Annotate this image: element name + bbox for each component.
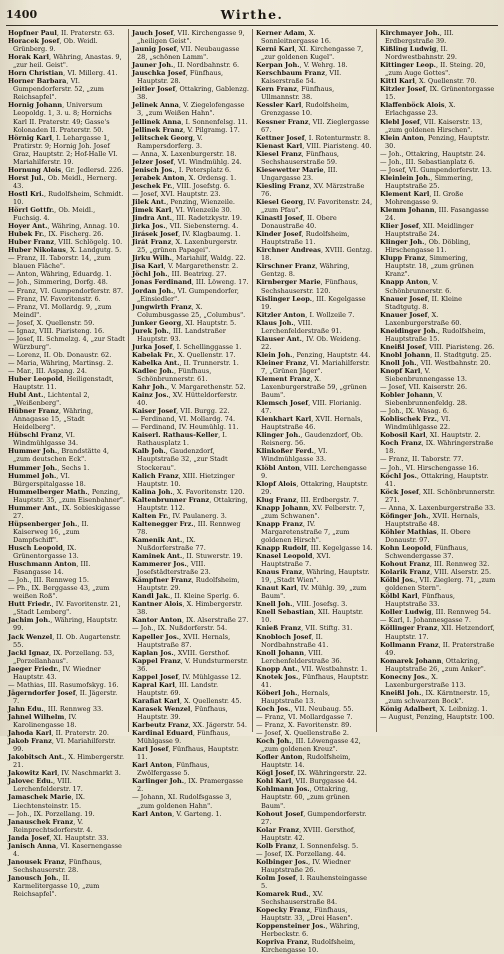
directory-entry: Jachim Joh., Währing, Hauptstr. 99. [8, 616, 118, 633]
directory-entry: Kinastl Josef, II. Obere Donaustraße 40. [256, 214, 337, 231]
directory-entry: Jilek Ant., Penzing, Wienzeile. [132, 197, 235, 206]
directory-entry: Klinkoßer Ferd., VI. Windmühlgasse 33. [256, 447, 328, 464]
directory-entry: Horn Christian, VI. Millerg. 41. [8, 69, 118, 78]
directory-entry: Kabelka Ant., II. Trunnerstr. 1. [132, 358, 239, 367]
directory-entry: Horner Barbara, VI. Gumpendorferstr. 52, „zum Reichsapfel". [8, 77, 104, 102]
directory-entry: — August, Penzing, Hauptstr. 100. [380, 712, 495, 721]
directory-entry: Huber Franz, VIII. Schlögelg. 10. [8, 238, 123, 247]
directory-entry: Kantner Alois, X. Himbergerstr. 38. [132, 600, 243, 617]
directory-entry: Horak Karl, Währing, Anastas. 9, „zur heil. Geist". [8, 53, 122, 70]
directory-entry: Kneidinger Joh., Rudolfsheim, Hauptstraße 15. [380, 326, 486, 343]
column-2 [128, 29, 252, 818]
directory-entry: Hoyer Ant., Währing, Annag. 10. [8, 222, 120, 231]
directory-entry: Kalich Franz, XIII. Hietzinger Hauptstr. 10. [132, 471, 235, 488]
directory-entry: Jahoda Karl, II. Praterstr. 20. [8, 729, 109, 738]
directory-entry: Knasel Leopold, XVI. Hauptstraße 7. [256, 552, 331, 569]
directory-entry: — Ferdinand, IV. Heumühlg. 11. [132, 423, 239, 432]
directory-entry: Kardinal Eduard, Fünfhaus, Mühlgasse 9. [132, 729, 231, 746]
directory-entry: Kittl Karl, X. Quellenstr. 70. [380, 77, 477, 86]
directory-entry: Janauschek Franz, V. Reinprechtsdorferstr. 4. [8, 817, 93, 834]
directory-entry: Hostl Kri., Rudolfsheim, Schmidt. 10. [8, 189, 124, 206]
directory-entry: Jurka Josef, I. Schellinggasse 1. [132, 342, 242, 351]
column-1 [6, 29, 128, 899]
directory-entry: Kandl Jak., II. Kleine Sperlg. 6. [132, 592, 240, 601]
directory-entry: Karbeutz Franz, XX. Jägerstr. 54. [132, 721, 247, 730]
directory-entry: Knapp Johann, XV. Felberstr. 7, „zum Schwanen". [256, 503, 365, 520]
directory-entry: Klement Karl, II. Große Mohrengasse 9. [380, 189, 464, 206]
directory-entry: — Franz, VI. Mollardgasse 7. [256, 712, 353, 721]
directory-entry: Hutt Friedr., IV. Favoritenstr. 21, „Stadt Lemberg". [8, 600, 121, 617]
directory-entry: Hubek Fr., IX. Fischerg. 26. [8, 230, 104, 239]
directory-entry: — Ferdinand, VI. Mollardg. 74. [132, 415, 236, 424]
directory-entry: Klaus Joh., VIII. Lerchenfelderstraße 91. [256, 318, 342, 335]
directory-entry: Horst Jul., Ob. Meidl., Hernerg. 43. [8, 173, 117, 190]
directory-entry: — Joh., Simmering, Dorfg. 48. [8, 278, 108, 287]
directory-entry: Jirku Wilh., Mariahilf, Waldg. 22. [132, 254, 246, 263]
directory-entry: Kofler Anton, Rudolfsheim, Hauptstr. 14. [256, 753, 351, 770]
directory-entry: — Karl, I. Johannesgasse 7. [380, 616, 471, 625]
directory-entry: Klauser Ant., IV. Ob. Weideng. 22. [256, 334, 361, 351]
directory-entry: Klug Franz, III. Erdbergstr. 7. [256, 495, 359, 504]
directory-entry: Knopf Karl, V. Siebenbrunnengasse 13. [380, 366, 467, 384]
directory-entry: Hopfner Paul, II. Praterstr. 63. [8, 29, 115, 37]
directory-entry: Jägerndorfer Josef, II. Jägerstr. 7. [8, 688, 118, 705]
directory-entry: — Joh., IX. Nußdorferstr. 54. [132, 624, 228, 633]
directory-entry: Hüpsenberger Joh., II. Kaiserweg 16, „zum Dampfschiff". [8, 519, 89, 544]
directory-entry: Kiesling Franz, XV. Märzstraße 76. [256, 181, 365, 198]
directory-entry: Jordan Joh., VI. Gumpendorfer, „Einsiedler". [132, 286, 239, 303]
directory-entry: Hummelberger Math., Penzing, Hauptstr. 35, „zum Eisenbahner". [8, 487, 126, 504]
directory-entry: Kahr Joh., V. Margarethenstr. 52. [132, 383, 246, 392]
directory-entry: Kaltenbrunner Franz, Ottakring, Hauptstr. 112. [132, 495, 248, 512]
directory-entry: — Joh., III. Sebastianplatz 6. [380, 157, 475, 166]
directory-entry: Jaunig Josef, VII. Neubaugasse 28, „schönen Lamm". [132, 45, 240, 62]
directory-entry: Knobloch Josef, II. Nordbahnstraße 41. [256, 632, 329, 649]
directory-entry: Kölbl Karl, Fünfhaus, Hauptstraße 33. [380, 592, 455, 609]
directory-entry: Kainz Jos., XV. Hütteldorferstr. 40. [132, 391, 238, 408]
directory-entry: Knell Joh., VIII. Josefsg. 3. [256, 600, 348, 609]
directory-entry: Hübner Franz, Währing, Annagasse 15, „Stadt Heidelberg". [8, 407, 94, 432]
directory-entry: Jirát Franz, X. Laxenburgerstr. 25, „grünen Papagei". [132, 238, 238, 255]
directory-entry: — Joh., VI. Hirschengasse 16. [380, 463, 479, 472]
directory-entry: Komarek Rud., XV. Sechshauserstraße 84. [256, 890, 338, 907]
directory-entry: Klebl Josef, VII. Kaiserstr. 13, „zum goldenen Hirschen". [380, 117, 483, 134]
directory-entry: — Josef, X. Quellenstr. 59. [8, 318, 95, 327]
directory-entry: Jakob Franz, VI. Mariahilferstr. 99. [8, 737, 116, 754]
directory-entry: Jakowitz Karl, IV. Naschmarkt 3. [8, 769, 121, 778]
directory-entry: Kitzler Josef, IX. Grünentorgasse 15. [380, 85, 495, 102]
directory-entry: Klopf Alois, Ottakring, Hauptstr. 29. [256, 479, 368, 496]
directory-entry: Kaplan Jos., XVIII. Gersthof. [132, 648, 230, 657]
directory-entry: Knopp Ant., VII. Westbahnstr. 1. [256, 664, 368, 673]
directory-entry: Karl Anton, V. Garteng. 1. [132, 809, 222, 818]
directory-entry: Knauer Josef, X. Laxenburgerstraße 60. [380, 310, 462, 327]
directory-entry: Knaut Karl, IV. Mühlg. 39, „zum Baum". [256, 584, 367, 601]
directory-entry: Knapp Franz, IV. Margaretenstraße 7, „zum goldenen Hirsch". [256, 519, 350, 544]
directory-entry: — Maria, Währing, Martinsg. 2. [8, 358, 114, 367]
directory-entry: Kantor Anton, IX. Alserstraße 27. [132, 616, 249, 625]
directory-entry: — Joh., IX. Wasag. 6. [380, 407, 449, 416]
directory-entry: — Anton, Währing, Eduardg. 1. [8, 270, 112, 279]
directory-entry: — Franz, II. Taborstr. 77. [380, 455, 464, 464]
directory-entry: Jaeger Friedr., IV. Wiedner Hauptstr. 43. [8, 664, 101, 681]
directory-entry: — Josef, VII. Kaiserstr. 26. [380, 383, 468, 392]
directory-entry: — Joh., Ottakring, Hauptstr. 24. [380, 149, 486, 158]
directory-entry: Jamaschek Marie, IX. Liechtensteinstr. 15. [8, 793, 86, 810]
page-header [0, 8, 504, 24]
directory-entry: Jellinek Anna, I. Sonnenfelsg. 11. [132, 117, 248, 126]
directory-entry: Jimek Karl, VI. Wienzeile 30. [132, 206, 232, 215]
directory-entry: Kohout Josef, Gumpendorferstr. 27. [256, 809, 367, 826]
directory-entry: Kienast Karl, VIII. Piaristeng. 40. [256, 141, 372, 150]
column-4 [376, 29, 500, 732]
directory-entry: Klein Joh., Penzing, Hauptstr. 44. [256, 350, 371, 359]
directory-entry: Koller Ludwig, III. Rennweg 54. [380, 608, 491, 617]
directory-entry: Kögl Josef, IX. Währingerstr. 22. [256, 769, 367, 778]
directory-entry: Klöbl Anton, VIII. Lerchengasse 9. [256, 463, 367, 480]
directory-entry: Kapral Karl, III. Landstr. Hauptstr. 69. [132, 680, 219, 697]
directory-entry: Kolm Josef, I. Rauhensteingasse 5. [256, 873, 368, 890]
directory-entry: Jackl Ignaz, IX. Porzellang. 53, „Porzellanhaus". [8, 648, 115, 665]
directory-entry: Jisa Karl, V. Margarethenstr. 2. [132, 262, 239, 271]
directory-entry: — Joh., III. Rennweg 15. [8, 576, 89, 585]
directory-entry: Kinder Josef, Rudolfsheim, Hauptstraße 11. [256, 230, 350, 247]
directory-entry: Huber Leopold, Heiligenstadt, Hauptstr. 11. [8, 375, 114, 392]
directory-entry: Kammerer Jos., VIII. Josefstädterstraße 23. [132, 560, 211, 577]
directory-entry: — Ignaz, VIII. Piaristeng. 16. [8, 326, 105, 335]
directory-entry: Karlinger Joh., IX. Pramergasse 2. [132, 777, 244, 794]
directory-entry: Kleinlein Joh., Simmering, Hauptstraße 25. [380, 173, 474, 190]
directory-entry: Koch Jos., VII. Neubaug. 55. [256, 704, 354, 713]
directory-entry: Jirka Jos., VII. Siebensterng. 4. [132, 222, 239, 231]
directory-entry: Kobler Johann, V. Siebenbrunnenfeldg. 28. [380, 391, 468, 408]
directory-entry: Huber Nikolaus, X. Landgutg. 5. [8, 246, 122, 255]
directory-entry: Kölbl Jos., VII. Zieglerg. 71, „zum goldenen Stern". [380, 576, 496, 593]
directory-entry: Jöchl Joh., III. Beatrixg. 27. [132, 270, 227, 279]
directory-entry: Klinger Joh., Ob. Döbling, Hirschengasse 11. [380, 238, 471, 255]
directory-entry: Kamenik Ant., IX. Nußdorferstraße 77. [132, 535, 206, 552]
directory-entry: Jelitschek Georg, V. Rampersdorferg. 3. [132, 133, 203, 150]
directory-entry: Jellinek Franz, V. Pilgramg. 17. [132, 125, 240, 134]
directory-entry: Junker Georg, XI. Hauptstr. 5. [132, 318, 237, 327]
directory-entry: Kämpfner Franz, Rudolfsheim, Hauptstr. 29. [132, 576, 240, 593]
directory-entry: Kerner Adam, X. Sonnleitnergasse 16. [256, 29, 331, 46]
directory-entry: Hornung Alois, Gr. Jedlersd. 226. [8, 165, 124, 174]
directory-entry: Kirchmayer Joh., III. Erdbergstraße 39. [380, 29, 454, 46]
directory-entry: Koch Franz, IX. Währingerstraße 18. [380, 439, 494, 456]
directory-entry: Kalina Joh., X. Favoritenstr. 120. [132, 487, 245, 496]
directory-entry: Janousch Joh., II. Karmelitergasse 10, „zum Reichsapfel". [8, 873, 100, 899]
directory-entry: Jonas Ferdinand, III. Löweng. 17. [132, 278, 249, 287]
directory-entry: Klier Josef, XII. Meidlinger Hauptstraße 24. [380, 222, 474, 239]
directory-entry: Koblischek Frz., VI. Windmühlgasse 22. [380, 415, 451, 432]
directory-entry: Klein Anton, Penzing, Hauptstr. 30. [380, 133, 490, 150]
directory-entry: Hübschl Franz, VI. Windmühlgasse 34. [8, 431, 79, 448]
directory-entry: Hummer Joh., Sechs 1. [8, 463, 90, 472]
column-3 [252, 29, 376, 954]
directory-entry: Klenkhart Karl, XVII. Hernals, Hauptstraße 46. [256, 415, 363, 432]
directory-entry: — Anna, X. Laxenburgerstraße 33. [380, 503, 496, 512]
directory-entry: Kollmann Franz, II. Praterstraße 49. [380, 640, 495, 657]
directory-entry: — Josef, II. Schmelzg. 4, „zur Stadt Würzburg". [8, 334, 125, 351]
directory-entry: Knotek Jos., Fünfhaus, Hauptstr. 41. [256, 672, 369, 689]
directory-entry: Kapeller Jos., XVII. Hernals, Hauptstraße 87. [132, 632, 231, 649]
directory-entry: Köhler Mathias, II. Obere Donaustr. 97. [380, 527, 471, 544]
directory-entry: Kneißl Joh., IX. Kärntnerstr. 15, „zum schwarzen Bock". [380, 688, 490, 705]
section-title: Wirthe. [220, 7, 284, 22]
directory-entry: Köberl Joh., Hernals, Hauptstraße 13. [256, 688, 330, 705]
directory-entry: Kaminek Ant., II. Stuwerstr. 19. [132, 552, 243, 561]
directory-entry: Klupp Franz, Simmering, Hauptstr. 18, „zum grünen Kranz". [380, 254, 474, 279]
directory-entry: Kaltenegger Frz., III. Rennweg 78. [132, 519, 241, 536]
directory-entry: Hummel Joh., VI. Bürgerspitalgasse 18. [8, 471, 86, 488]
directory-entry: Knobl Johann, II. Stadtgutg. 25. [380, 350, 492, 359]
directory-entry: Jindra Ant., III. Radetzkystr. 19. [132, 214, 242, 223]
directory-entry: Jack Wenzel, II. Ob. Augartenstr. 55. [8, 632, 121, 649]
directory-entry: Kabelak Fr., X. Quellenstr. 17. [132, 350, 236, 359]
directory-entry: Klemsch Josef, VIII. Florianig. 47. [256, 399, 362, 416]
directory-entry: Kettner Josef, I. Rotenturmstr. 8. [256, 133, 371, 142]
directory-entry: Klaffenböck Alois, X. Erlachgasse 23. [380, 101, 456, 118]
directory-entry: Kohl Karl, VII. Burggasse 44. [256, 777, 358, 786]
directory-entry: Jenisch Jos., I. Petersplatz 6. [132, 165, 232, 174]
directory-entry: Jirásek Josef, IV. Klagbaumg. 1. [132, 230, 241, 239]
directory-entry: Kerni Karl, XI. Kirchengasse 7, „zur goldenen Kugel". [256, 45, 364, 62]
directory-entry: Jahn Edu., III. Rennweg 33. [8, 704, 104, 713]
directory-entry: Jelzer Josef, VI. Windmühlg. 24. [132, 157, 242, 166]
directory-entry: Kißling Ludwig, II. Nordwestbahnstr. 29. [380, 45, 457, 62]
directory-entry: Kneißl Josef, VIII. Piaristeng. 26. [380, 342, 495, 351]
directory-entry: Jerabek Anton, X. Ordensg. 1. [132, 173, 237, 182]
directory-entry: Kitzler Anton, I. Wollzeile 7. [256, 310, 355, 319]
directory-entry: Klinger Joh., Gaudenzdorf, Ob. Reisnerg. 56. [256, 431, 363, 448]
directory-entry: Karasek Wenzel, Fünfhaus, Hauptstr. 39. [132, 704, 228, 721]
directory-entry: Jungwirth Franz, X. Columbusgasse 25, „Columbus". [132, 302, 246, 319]
directory-entry: — Josef, VI. Gumpendorferstr. 13. [380, 165, 492, 174]
directory-entry: Knell Sebastian, XII. Hauptstr. 10. [256, 608, 364, 625]
directory-entry: — Josef, IX. Porzellang. 44. [256, 849, 346, 858]
directory-entry: Kerpan Joh., V. Wehrg. 18. [256, 61, 348, 70]
directory-entry: Jurek Joh., III. Landstraßer Hauptstr. 93. [132, 326, 226, 343]
directory-entry: Kalten Fr., IV. Paulanerg. 3. [132, 511, 227, 520]
directory-entry: Köck Josef, XII. Schönbrunnerstr. 271. [380, 487, 495, 504]
directory-entry: Kiesel Franz, Fünfhaus, Sechshauserstraße 59. [256, 149, 340, 166]
directory-entry: Klemm Johann, III. Fasangasse 24. [380, 206, 489, 223]
directory-entry: — Anna, X. Laxenburgerstr. 18. [132, 149, 237, 158]
directory-entry: — Joh., IX. Porzellang. 19. [8, 809, 95, 818]
directory-entry: Kleiner Franz, VI. Mariahilferstr. 7, „Grünen Jäger". [256, 358, 370, 375]
directory-entry: Kerschbaum Franz, VII. Kaiserstraße 54. [256, 69, 342, 86]
directory-entry: König Adalbert, X. Leibnizg. 1. [380, 704, 488, 713]
directory-entry: — Franz, VI. Mollardg. 9, „zum Meindl". [8, 302, 112, 319]
directory-entry: Jahnel Wilhelm, IV. Karolinengasse 18. [8, 712, 77, 730]
directory-entry: Kiesewetter Marie, III. Ungargasse 23. [256, 165, 338, 182]
directory-entry: Kirnberger Marie, Fünfhaus, Sechshauserstr. 120. [256, 278, 358, 295]
directory-entry: — Josef, XVI. Hauptstr. 23. [132, 189, 221, 198]
directory-entry: Kohn Leopold, Fünfhaus, Schwendergasse 37. [380, 544, 469, 561]
directory-entry: Kalb Joh., Gaudenzdorf, Hauptstraße 32, „zur Stadt Stockerau". [132, 447, 228, 472]
directory-entry: — Ph., IX. Berggasse 43, „zum weißen Roß". [8, 584, 110, 601]
directory-entry: Jeschek Fr., VIII. Josefstg. 6. [132, 181, 230, 190]
directory-entry: Koch Joh., III. Löwengasse 42, „zum goldenen Kreuz". [256, 737, 361, 754]
directory-entry: Kern Franz, Fünfhaus, Ullmannstr. 38. [256, 85, 335, 102]
directory-entry: Huschmann Anton, III. Fasangasse 14. [8, 560, 91, 577]
directory-entry: Hubl Ant., Lichtental 2, „Weißenberg". [8, 391, 90, 408]
directory-entry: Kolar Franz, XVIII. Gersthof, Hauptstr. 42. [256, 825, 356, 842]
directory-entry: Köfinger Joh., XVII. Hernals, Hauptstraße 48. [380, 511, 480, 528]
directory-entry: Kappel Franz, V. Hundsturmerstr. 36. [132, 656, 249, 673]
directory-entry: Konecny Jos., X. Laxenburgerstraße 113. [380, 672, 466, 689]
directory-entry: Kohlmann Jos., Ottakring, Hauptstr. 60, „zum grünen Baum". [256, 785, 350, 810]
directory-entry: Karafiat Karl, X. Quellenstr. 45. [132, 696, 242, 705]
directory-entry: Kopecky Franz, Fünfhaus, Hauptstr. 33, „Drei Hasen". [256, 906, 353, 923]
directory-entry: Jeitler Josef, Ottakring, Gablenzg. 38. [132, 85, 249, 102]
directory-entry: — Franz, IV. Favoritenstr. 6. [8, 294, 101, 303]
directory-entry: Janisch Anna, VI. Kasernengasse 4. [8, 841, 122, 858]
directory-entry: Knapp Anton, V. Schönbrunnerstr. 6. [380, 278, 452, 295]
page-number: 1400 [6, 8, 38, 21]
directory-entry: — Franz, VI. Gumpendorferstr. 87. [8, 286, 124, 295]
directory-entry: Hörrl Gottfr., Ob. Meidl., Fuchsig. 4. [8, 206, 96, 223]
directory-entry: Knoll Johann, VIII. Lerchenfelderstraße 36. [256, 648, 342, 665]
directory-entry: Knieß Franz, VII. Stiftg. 31. [256, 624, 353, 633]
directory-entry: Kolb Franz, I. Sonnenfelsg. 5. [256, 841, 359, 850]
directory-entry: Hörnig Karl, I. Lehargasse 1, Pratirstr. 9; Hornig Joh. Josef Graz, Hauptstr. 2; Hof-Halle VI. Mariahilferstr. 19. [8, 133, 118, 166]
directory-entry: Husch Leopold, IX. Grünentorgasse 13. [8, 544, 79, 561]
directory-entry: — Mathias, III. Rasumofskyg. 16. [8, 680, 119, 689]
directory-entry: Kittinger Leop., II. Steing. 20, „zum Auge Gottes". [380, 61, 486, 78]
columns [6, 29, 500, 954]
directory-entry: Kirschner Franz, Währing, Gentzg. 8. [256, 262, 350, 279]
directory-entry: Kaiserl. Rathaus-Keller, I. Rathausplatz 1. [132, 431, 227, 448]
directory-entry: Janousek Franz, Fünfhaus, Sechshauserstr. 28. [8, 857, 102, 874]
directory-entry: Kirchner Andreas, XVIII. Gentzg. 18. [256, 246, 373, 263]
directory-entry: Kopriva Franz, Rudolfsheim, Kirchengasse 10. [256, 938, 356, 954]
directory-entry: Kadlec Joh., Fünfhaus, Schönbrunnerstr. 61. [132, 366, 212, 384]
directory-entry: Kessner Franz, VII. Zieglergasse 67. [256, 117, 370, 134]
directory-entry: Jakobitsch Ant., X. Himbergerstr. 21. [8, 753, 125, 770]
directory-entry: Hummer Joh., Brandstätte 4, „zum deutschen Eck". [8, 447, 109, 464]
directory-entry: Jauch Josef, VII. Kirchengasse 9, „heiligen Geist". [132, 29, 245, 46]
directory-entry: Kiesel Georg, IV. Favoritenstr. 24, „zum Pfau". [256, 197, 373, 215]
directory-entry: Hornig Johann, Universum Leopoldg. 1, 3. u. 8; Hornichs Karl II. Praterstr. 49; Gasse's Kolonaden II. Praterstr. 50. [8, 101, 112, 134]
directory-entry: Knapp Rudolf, III. Kegelgasse 14. [256, 544, 373, 552]
directory-entry: Kessler Karl, Rudolfsheim, Grenzgasse 10. [256, 101, 350, 118]
directory-entry: Knaus Franz, Währing, Hauptstr. 19, „Stadt Wien". [256, 568, 370, 585]
directory-entry: Kolbinger Jos., IV. Wiedner Hauptstraße 26. [256, 857, 351, 874]
directory-entry: Jauschka Josef, Fünfhaus, Hauptstr. 28. [132, 69, 224, 86]
header-rule [6, 25, 498, 26]
directory-entry: Karl Anton, Fünfhaus, Zwölfergasse 5. [132, 761, 210, 778]
directory-entry: Karl Josef, Fünfhaus, Hauptstr. 11. [132, 745, 239, 762]
directory-entry: Koppensteiner Jos., Währing, Herbeckstr. 6. [256, 922, 360, 939]
directory-entry: Klement Franz, X. Laxenburgerstraße 59, „grünen Baum". [256, 375, 367, 400]
directory-entry: Knauer Josef, II. Kleine Stadtgutg. 8. [380, 294, 463, 311]
directory-entry: Jalovec Edu., VIII. Lerchenfelderstr. 17. [8, 777, 83, 794]
directory-entry: Janda Josef, XI. Hauptstr. 33. [8, 833, 109, 842]
directory-entry: Horacek Josef, Ob. Weidl. Grünberg. 9. [8, 37, 98, 54]
directory-entry: Kohout Franz, III. Rennweg 32. [380, 560, 490, 569]
directory-entry: — Josef, X. Quellenstraße 2. [256, 729, 349, 738]
directory-entry: Knoll Joh., VII. Westbahnstr. 20. [380, 358, 491, 367]
directory-entry: Jelinek Anna, V. Ziegelofengasse 3, „zum Weißen Hahn". [132, 101, 245, 118]
directory-entry: — Franz, X. Favoritenstr. 89. [256, 721, 352, 730]
directory-entry: Jauner Joh., II. Nordbahnstr. 6. [132, 61, 240, 70]
directory-entry: Kobosil Karl, XI. Hauptstr. 2. [380, 431, 481, 440]
directory-entry: — Franz, II. Taborstr. 14, „zum blauen Fläche". [8, 254, 111, 271]
directory-entry: Komarek Johann, Ottakring, Hauptstraße 26, „zum Anker". [380, 656, 486, 673]
directory-entry: Kaiser Josef, VII. Burgg. 22. [132, 407, 230, 416]
directory-entry: Kolarik Franz, VIII. Alserstr. 25. [380, 568, 492, 577]
directory-entry: Kappel Josef, IV. Mühlgasse 12. [132, 672, 242, 681]
directory-entry: Köchl Jos., Ottakring, Hauptstr. 41. [380, 471, 489, 488]
directory-entry: — Johann, XI. Rudolfsgasse 3, „zum goldenen Hahn". [132, 793, 232, 810]
directory-entry: — Mar., III. Aspang. 24. [8, 366, 87, 375]
directory-entry: Hummer Ant., IX. Sobieskigasse 27. [8, 503, 121, 520]
directory-entry: Köllinger Franz, XII. Hetzendorf, Hauptstr. 17. [380, 624, 495, 641]
directory-entry: — Lorenz, II. Ob. Donaustr. 62. [8, 350, 112, 359]
directory-entry: Kislinger Leop., III. Kegelgasse 19. [256, 294, 366, 311]
